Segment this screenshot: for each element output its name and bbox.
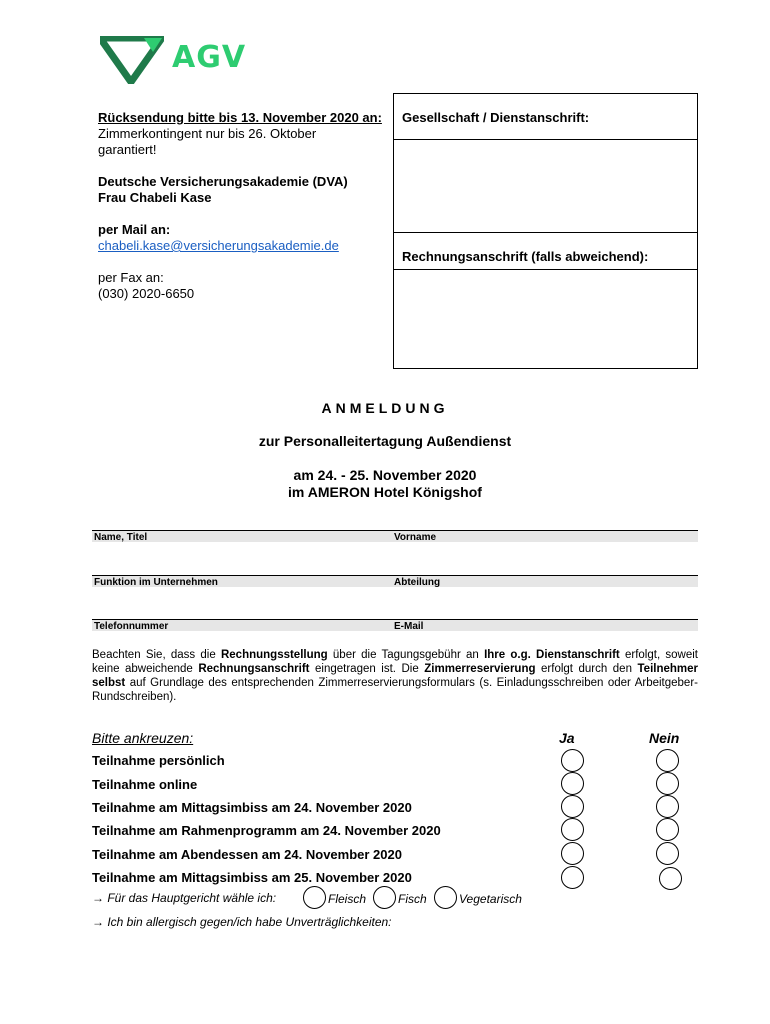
fax-number: (030) 2020-6650 bbox=[98, 286, 195, 301]
agv-logo-mark-icon bbox=[100, 36, 164, 84]
meal-checkbox-meat[interactable] bbox=[303, 886, 326, 909]
department-field-label: Abteilung bbox=[394, 577, 441, 588]
firstname-field-label: Vorname bbox=[394, 532, 437, 543]
no-checkbox-program-24[interactable] bbox=[656, 818, 679, 841]
logo-text: AGV bbox=[172, 40, 247, 75]
event-info bbox=[0, 467, 770, 501]
no-checkbox-lunch-24[interactable] bbox=[656, 795, 679, 818]
fax-label: per Fax an: bbox=[98, 270, 164, 285]
field-row-contact[interactable] bbox=[92, 619, 698, 631]
quota-line-2: garantiert! bbox=[98, 142, 157, 157]
function-field-label: Funktion im Unternehmen bbox=[94, 577, 218, 588]
agv-logo bbox=[100, 36, 250, 86]
form-subtitle: zur Personalleitertagung Außendienst bbox=[258, 433, 512, 449]
meal-option-meat: Fleisch bbox=[328, 892, 367, 906]
no-column-header: Nein bbox=[649, 730, 680, 746]
no-checkbox-in-person[interactable] bbox=[656, 749, 679, 772]
yes-checkbox-program-24[interactable] bbox=[561, 818, 584, 841]
option-lunch-25: Teilnahme am Mittagsimbiss am 25. November 2020 bbox=[92, 870, 412, 885]
option-program-24: Teilnahme am Rahmenprogramm am 24. November 2020 bbox=[92, 823, 441, 838]
form-title: ANMELDUNG bbox=[321, 400, 449, 416]
return-info bbox=[98, 110, 398, 302]
contact-person: Frau Chabeli Kase bbox=[98, 190, 212, 205]
option-in-person: Teilnahme persönlich bbox=[92, 753, 225, 768]
yes-checkbox-online[interactable] bbox=[561, 772, 584, 795]
meal-checkbox-fish[interactable] bbox=[373, 886, 396, 909]
meal-option-fish: Fisch bbox=[398, 892, 427, 906]
mail-label: per Mail an: bbox=[98, 222, 171, 237]
quota-line-1: Zimmerkontingent nur bis 26. Oktober bbox=[98, 126, 317, 141]
yes-checkbox-dinner-24[interactable] bbox=[561, 842, 584, 865]
checklist-label: Bitte ankreuzen: bbox=[92, 730, 194, 746]
no-checkbox-lunch-25[interactable] bbox=[659, 867, 682, 890]
option-lunch-24: Teilnahme am Mittagsimbiss am 24. November 2020 bbox=[92, 800, 412, 815]
yes-column-header: Ja bbox=[559, 730, 575, 746]
billing-notice: Beachten Sie, dass die Rechnungsstellung über die Tagungsgebühr an Ihre o.g. Dienstanschrift erfolgt, soweit keine abweichende Rechnungsanschrift eingetragen ist. Die Zimmerreservierung erfolgt durch den Teilnehmer selbst auf Grundlage des entsprechenden Zimmerreservierungsformulars (s. Einladungsschreiben oder Arbeitgeber-Rundschreiben). bbox=[92, 649, 698, 703]
mail-link[interactable]: chabeli.kase@versicherungsakademie.de bbox=[98, 238, 339, 253]
yes-checkbox-in-person[interactable] bbox=[561, 749, 584, 772]
yes-checkbox-lunch-25[interactable] bbox=[561, 866, 584, 889]
address-box bbox=[393, 93, 698, 369]
option-online: Teilnahme online bbox=[92, 777, 198, 792]
name-field-label: Name, Titel bbox=[94, 532, 148, 543]
invoice-address-label: Rechnungsanschrift (falls abweichend): bbox=[394, 232, 697, 270]
org-name: Deutsche Versicherungsakademie (DVA) bbox=[98, 174, 348, 189]
event-venue: im AMERON Hotel Königshof bbox=[288, 484, 482, 500]
option-dinner-24: Teilnahme am Abendessen am 24. November 2020 bbox=[92, 847, 402, 862]
meal-option-vegetarian: Vegetarisch bbox=[459, 892, 522, 906]
return-deadline: Rücksendung bitte bis 13. November 2020 an: bbox=[98, 110, 382, 125]
event-date: am 24. - 25. November 2020 bbox=[293, 467, 477, 483]
no-checkbox-dinner-24[interactable] bbox=[656, 842, 679, 865]
field-row-function[interactable] bbox=[92, 575, 698, 587]
meal-checkbox-vegetarian[interactable] bbox=[434, 886, 457, 909]
phone-field-label: Telefonnummer bbox=[94, 621, 169, 632]
yes-checkbox-lunch-24[interactable] bbox=[561, 795, 584, 818]
no-checkbox-online[interactable] bbox=[656, 772, 679, 795]
field-row-name[interactable] bbox=[92, 530, 698, 542]
meal-prompt: → Für das Hauptgericht wähle ich: bbox=[92, 891, 277, 905]
email-field-label: E-Mail bbox=[394, 621, 424, 632]
company-address-label: Gesellschaft / Dienstanschrift: bbox=[394, 94, 697, 140]
allergy-prompt: → Ich bin allergisch gegen/ich habe Unverträglichkeiten: bbox=[92, 915, 392, 929]
